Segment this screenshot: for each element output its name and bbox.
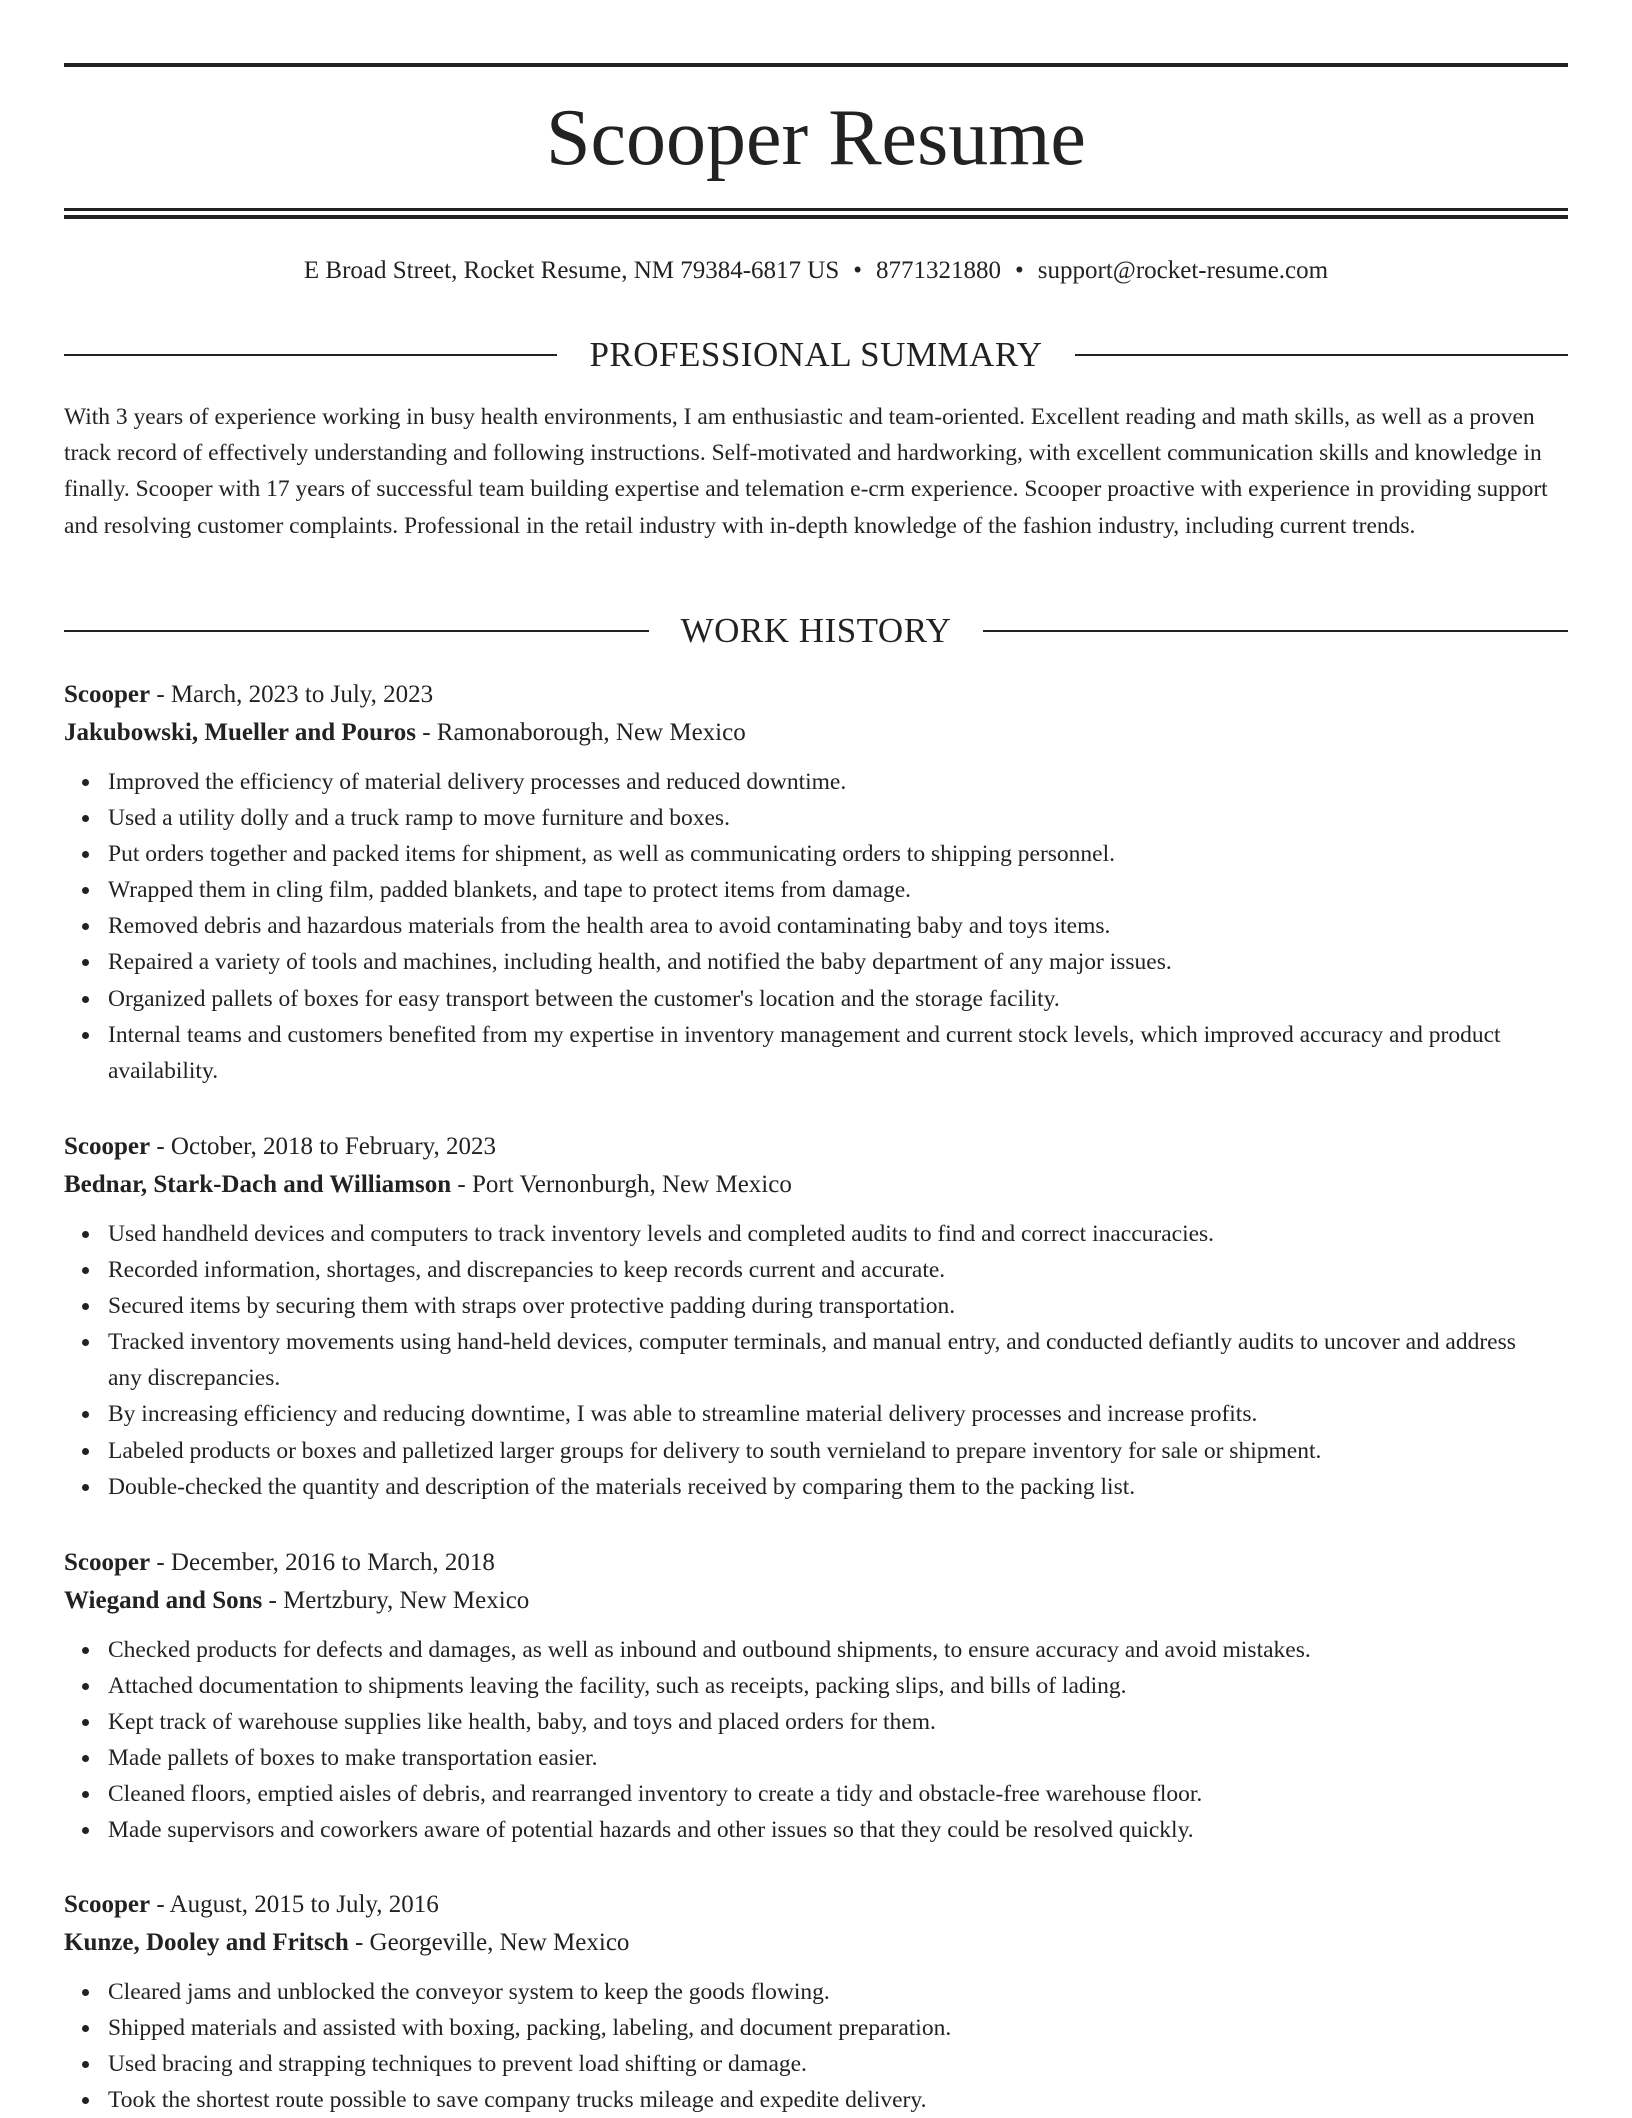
section-rule-left — [64, 630, 649, 632]
contact-separator: • — [853, 257, 863, 284]
header-top-rule — [64, 63, 1568, 67]
job-entry — [64, 1128, 1568, 1505]
job-company: Jakubowski, Mueller and Pouros — [64, 719, 416, 746]
contact-email: support@rocket-resume.com — [1037, 257, 1329, 284]
job-bullet: Recorded information, shortages, and discrepancies to keep records current and accurate. — [108, 1252, 1568, 1288]
job-bullets — [64, 1974, 1568, 2118]
job-bullet: Removed debris and hazardous materials from the health area to avoid contaminating baby and toys items. — [108, 908, 1568, 944]
summary-text: With 3 years of experience working in busy health environments, I am enthusiastic and team-oriented. Excellent reading and math skills, as well as a proven track record of effectively understanding and following instructions. Self-motivated and hardworking, with excellent communication skills and knowledge in finally. Scooper with 17 years of successful team building expertise and telemation e-crm experience. Scooper proactive with experience in providing support and resolving customer complaints. Professional in the retail industry with in-depth knowledge of the fashion industry, including current trends. — [64, 404, 1548, 539]
job-company-line — [64, 1582, 1568, 1620]
job-bullet: Cleared jams and unblocked the conveyor system to keep the goods flowing. — [108, 1974, 1568, 2010]
job-title: Scooper — [64, 1891, 151, 1918]
job-entry — [64, 1886, 1568, 2118]
job-bullets — [64, 1216, 1568, 1505]
section-heading-summary — [64, 333, 1568, 377]
job-bullet: Internal teams and customers benefited from my expertise in inventory management and current stock levels, which improved accuracy and product availability. — [108, 1017, 1568, 1089]
header-bottom-rule-1 — [64, 208, 1568, 211]
job-bullet: Used bracing and strapping techniques to prevent load shifting or damage. — [108, 2046, 1568, 2082]
job-bullet: Cleaned floors, emptied aisles of debris, and rearranged inventory to create a tidy and obstacle-free warehouse floor. — [108, 1776, 1568, 1812]
job-bullet: Shipped materials and assisted with boxing, packing, labeling, and document preparation. — [108, 2010, 1568, 2046]
contact-phone: 8771321880 — [876, 257, 1002, 284]
contact-line — [64, 254, 1568, 288]
job-bullet: Took the shortest route possible to save company trucks mileage and expedite delivery. — [108, 2082, 1568, 2118]
job-location: - Port Vernonburgh, New Mexico — [451, 1171, 792, 1198]
job-bullet: By increasing efficiency and reducing downtime, I was able to streamline material delivery processes and increase profits. — [108, 1396, 1568, 1432]
job-bullets — [64, 1632, 1568, 1849]
contact-address: E Broad Street, Rocket Resume, NM 79384-6817 US — [303, 257, 840, 284]
job-bullet: Double-checked the quantity and description of the materials received by comparing them to the packing list. — [108, 1469, 1568, 1505]
section-rule-right — [1075, 354, 1568, 356]
job-entry — [64, 676, 1568, 1089]
job-location: - Mertzbury, New Mexico — [262, 1587, 530, 1614]
section-rule-left — [64, 354, 557, 356]
job-title-line — [64, 1128, 1568, 1166]
job-bullets — [64, 764, 1568, 1089]
job-dates: - August, 2015 to July, 2016 — [150, 1891, 439, 1918]
job-company-line — [64, 714, 1568, 752]
job-title: Scooper — [64, 1549, 151, 1576]
contact-separator: • — [1015, 257, 1024, 284]
resume-name: Scooper Resume — [546, 94, 1086, 182]
job-company: Kunze, Dooley and Fritsch — [64, 1929, 349, 1956]
job-location: - Georgeville, New Mexico — [348, 1929, 630, 1956]
job-title: Scooper — [64, 681, 151, 708]
section-title: WORK HISTORY — [680, 611, 952, 650]
section-rule-right — [983, 630, 1568, 632]
job-title-line — [64, 1886, 1568, 1924]
job-company: Wiegand and Sons — [64, 1587, 263, 1614]
job-bullet: Used a utility dolly and a truck ramp to move furniture and boxes. — [108, 800, 1568, 836]
job-company-line — [64, 1166, 1568, 1204]
job-bullet: Attached documentation to shipments leaving the facility, such as receipts, packing slips, and bills of lading. — [108, 1668, 1568, 1704]
job-title-line — [64, 1544, 1568, 1582]
section-heading-work-history — [64, 609, 1568, 653]
job-bullet: Made pallets of boxes to make transportation easier. — [108, 1740, 1568, 1776]
job-dates: - March, 2023 to July, 2023 — [150, 681, 434, 708]
job-bullet: Used handheld devices and computers to track inventory levels and completed audits to find and correct inaccuracies. — [108, 1216, 1568, 1252]
job-location: - Ramonaborough, New Mexico — [415, 719, 746, 746]
job-title: Scooper — [64, 1133, 151, 1160]
job-bullet: Secured items by securing them with straps over protective padding during transportation. — [108, 1288, 1568, 1324]
job-bullet: Checked products for defects and damages, as well as inbound and outbound shipments, to ensure accuracy and avoid mistakes. — [108, 1632, 1568, 1668]
job-bullet: Tracked inventory movements using hand-held devices, computer terminals, and manual entry, and conducted defiantly audits to uncover and address any discrepancies. — [108, 1324, 1568, 1396]
job-bullet: Made supervisors and coworkers aware of potential hazards and other issues so that they could be resolved quickly. — [108, 1812, 1568, 1848]
job-title-line — [64, 676, 1568, 714]
job-dates: - October, 2018 to February, 2023 — [150, 1133, 497, 1160]
job-bullet: Improved the efficiency of material delivery processes and reduced downtime. — [108, 764, 1568, 800]
job-bullet: Kept track of warehouse supplies like health, baby, and toys and placed orders for them. — [108, 1704, 1568, 1740]
header-bottom-rule-2 — [64, 215, 1568, 219]
job-bullet: Put orders together and packed items for shipment, as well as communicating orders to shipping personnel. — [108, 836, 1568, 872]
job-entry — [64, 1544, 1568, 1849]
job-company: Bednar, Stark-Dach and Williamson — [64, 1171, 452, 1198]
job-dates: - December, 2016 to March, 2018 — [150, 1549, 495, 1576]
section-title: PROFESSIONAL SUMMARY — [589, 335, 1043, 374]
job-bullet: Repaired a variety of tools and machines, including health, and notified the baby department of any major issues. — [108, 944, 1568, 980]
job-bullet: Labeled products or boxes and palletized larger groups for delivery to south vernieland to prepare inventory for sale or shipment. — [108, 1433, 1568, 1469]
job-bullet: Wrapped them in cling film, padded blankets, and tape to protect items from damage. — [108, 872, 1568, 908]
job-company-line — [64, 1924, 1568, 1962]
job-bullet: Organized pallets of boxes for easy transport between the customer's location and the storage facility. — [108, 981, 1568, 1017]
